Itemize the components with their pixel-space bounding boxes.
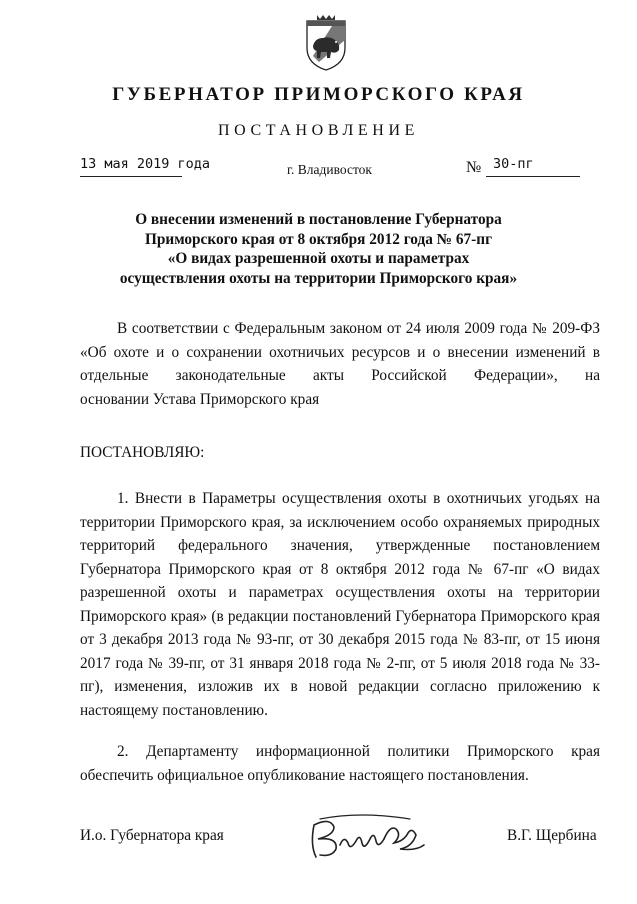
preamble-last-line: основании Устава Приморского края [80,390,320,408]
item-1-last-line: настоящему постановлению. [80,701,268,719]
date-underline [80,176,182,177]
document-date: 13 мая 2019 года [80,156,211,172]
document-city: г. Владивосток [287,162,372,177]
title-line: «О видах разрешенной охоты и параметрах [167,250,470,267]
document-number: 30-пг [493,156,534,172]
issuing-authority: ГУБЕРНАТОР ПРИМОРСКОГО КРАЯ [112,84,525,105]
decree-word: ПОСТАНОВЛЯЮ: [80,444,205,461]
handwritten-signature [300,805,440,863]
signatory-name: В.Г. Щербина [507,827,597,844]
title-line: осуществления охоты на территории Приморского края» [119,269,518,287]
title-line: Приморского края от 8 октября 2012 года № 67-пг [144,230,493,248]
title-line: О внесении изменений в постановление Губернатора [135,211,502,228]
number-sign: № [466,159,482,176]
item-1-paragraph [80,487,600,722]
item-1-text: 1. Внести в Параметры осуществления охоты в охотничьих угодьях на территории Приморского края, за исключением особо охраняемых природных территорий федерального значения, утвержденные постановлением Губернатора Приморского края от 8 октября 2012 года № 67-пг «О видах разрешенной охоты и параметрах осуществления охоты на территории Приморского края» (в редакции постановлений Губернатора Приморского края от 3 декабря 2013 года № 93-пг, от 30 декабря 2015 года № 83-пг, от 15 июня 2017 года № 39-пг, от 31 января 2018 года № 2-пг, от 5 июля 2018 года № 33-пг), изменения, изложив их в новой редакции согласно приложению к [80,490,600,695]
document-type: ПОСТАНОВЛЕНИЕ [218,122,419,139]
preamble-paragraph [80,317,600,411]
document-title [100,210,537,288]
number-underline [486,176,580,177]
item-2-text: 2. Департаменту информационной политики Приморского края [117,743,600,760]
item-2-last-line: обеспечить официальное опубликование настоящего постановления. [80,766,529,784]
preamble-text: В соответствии с Федеральным законом от 24 июля 2009 года № 209-ФЗ «Об охоте и о сохранении охотничьих ресурсов и о внесении изменений в отдельные законодательные акты Российской Федерации», на [80,320,600,384]
signatory-position: И.о. Губернатора края [80,827,224,844]
item-2-paragraph [80,740,600,787]
coat-of-arms-icon [303,14,349,72]
